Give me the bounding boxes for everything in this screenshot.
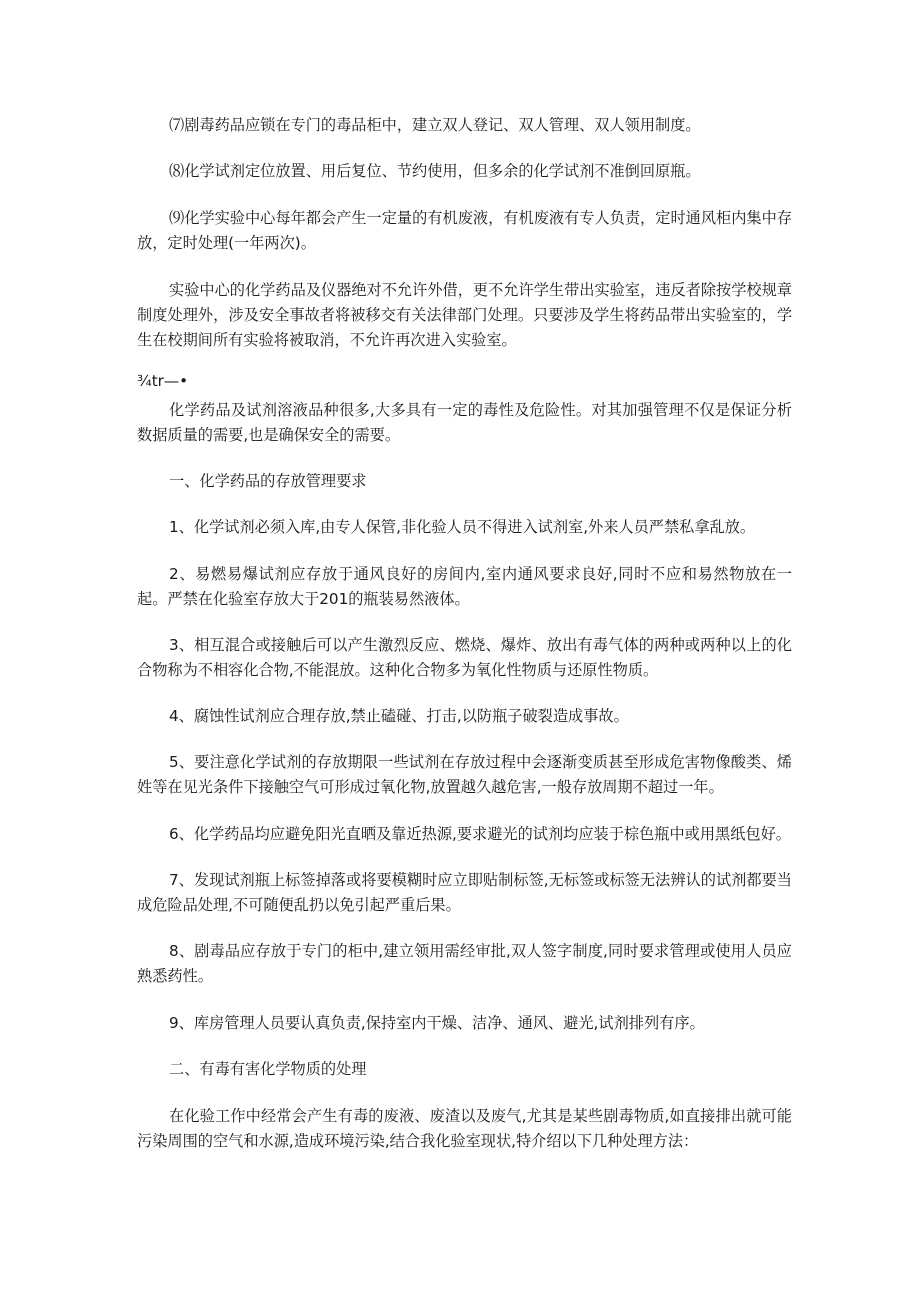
paragraph-7: ⑺剧毒药品应锁在专门的毒品柜中，建立双人登记、双人管理、双人领用制度。 (169, 116, 701, 134)
list-item-6: 6、化学药品均应避免阳光直晒及靠近热源,要求避光的试剂均应装于棕色瓶中或用黑纸包好。 (169, 825, 791, 843)
section-heading-garbled: ¾tr—• (137, 372, 189, 390)
list-item-2: 2、易燃易爆试剂应存放于通风良好的房间内,室内通风要求良好,同时不应和易然物放在一起。严禁在化验室存放大于201的瓶装易然液体。 (137, 565, 792, 608)
list-item-9: 9、库房管理人员要认真负责,保持室内干燥、洁净、通风、避光,试剂排列有序。 (169, 1014, 705, 1032)
paragraph-9: ⑼化学实验中心每年都会产生一定量的有机废液，有机废液有专人负责，定时通风柜内集中存放，定时处理(一年两次)。 (137, 209, 792, 252)
paragraph-toxic-intro: 在化验工作中经常会产生有毒的废液、废渣以及废气,尤其是某些剧毒物质,如直接排出就可能污染周围的空气和水源,造成环境污染,结合我化验室现状,特介绍以下几种处理方法： (137, 1107, 792, 1150)
list-item-8: 8、剧毒品应存放于专门的柜中,建立领用需经审批,双人签字制度,同时要求管理或使用人员应熟悉药性。 (137, 942, 792, 985)
list-item-4: 4、腐蚀性试剂应合理存放,禁止磕碰、打击,以防瓶子破裂造成事故。 (169, 707, 629, 725)
paragraph-8: ⑻化学试剂定位放置、用后复位、节约使用，但多余的化学试剂不准倒回原瓶。 (169, 162, 701, 180)
paragraph-intro: 化学药品及试剂溶液品种很多,大多具有一定的毒性及危险性。对其加强管理不仅是保证分析数据质量的需要,也是确保安全的需要。 (137, 401, 792, 444)
heading-toxic-handling: 二、有毒有害化学物质的处理 (169, 1060, 367, 1078)
list-item-7: 7、发现试剂瓶上标签掉落或将要模糊时应立即贴制标签,无标签或标签无法辨认的试剂都要当成危险品处理,不可随便乱扔以免引起严重后果。 (137, 871, 792, 914)
heading-storage-requirements: 一、化学药品的存放管理要求 (169, 472, 367, 490)
list-item-1: 1、化学试剂必须入库,由专人保管,非化验人员不得进入试剂室,外来人员严禁私拿乱放。 (169, 518, 756, 536)
list-item-5: 5、要注意化学试剂的存放期限一些试剂在存放过程中会逐渐变质甚至形成危害物像酸类、烯姓等在见光条件下接触空气可形成过氧化物,放置越久越危害,一般存放周期不超过一年。 (137, 753, 792, 796)
paragraph-lending-policy: 实验中心的化学药品及仪器绝对不允许外借，更不允许学生带出实验室，违反者除按学校规章制度处理外，涉及安全事故者将被移交有关法律部门处理。只要涉及学生将药品带出实验室的，学生在校期间所有实验将被取消，不允许再次进入实验室。 (137, 281, 792, 349)
list-item-3: 3、相互混合或接触后可以产生激烈反应、燃烧、爆炸、放出有毒气体的两种或两种以上的化合物称为不相容化合物,不能混放。这种化合物多为氧化性物质与还原性物质。 (137, 636, 792, 679)
